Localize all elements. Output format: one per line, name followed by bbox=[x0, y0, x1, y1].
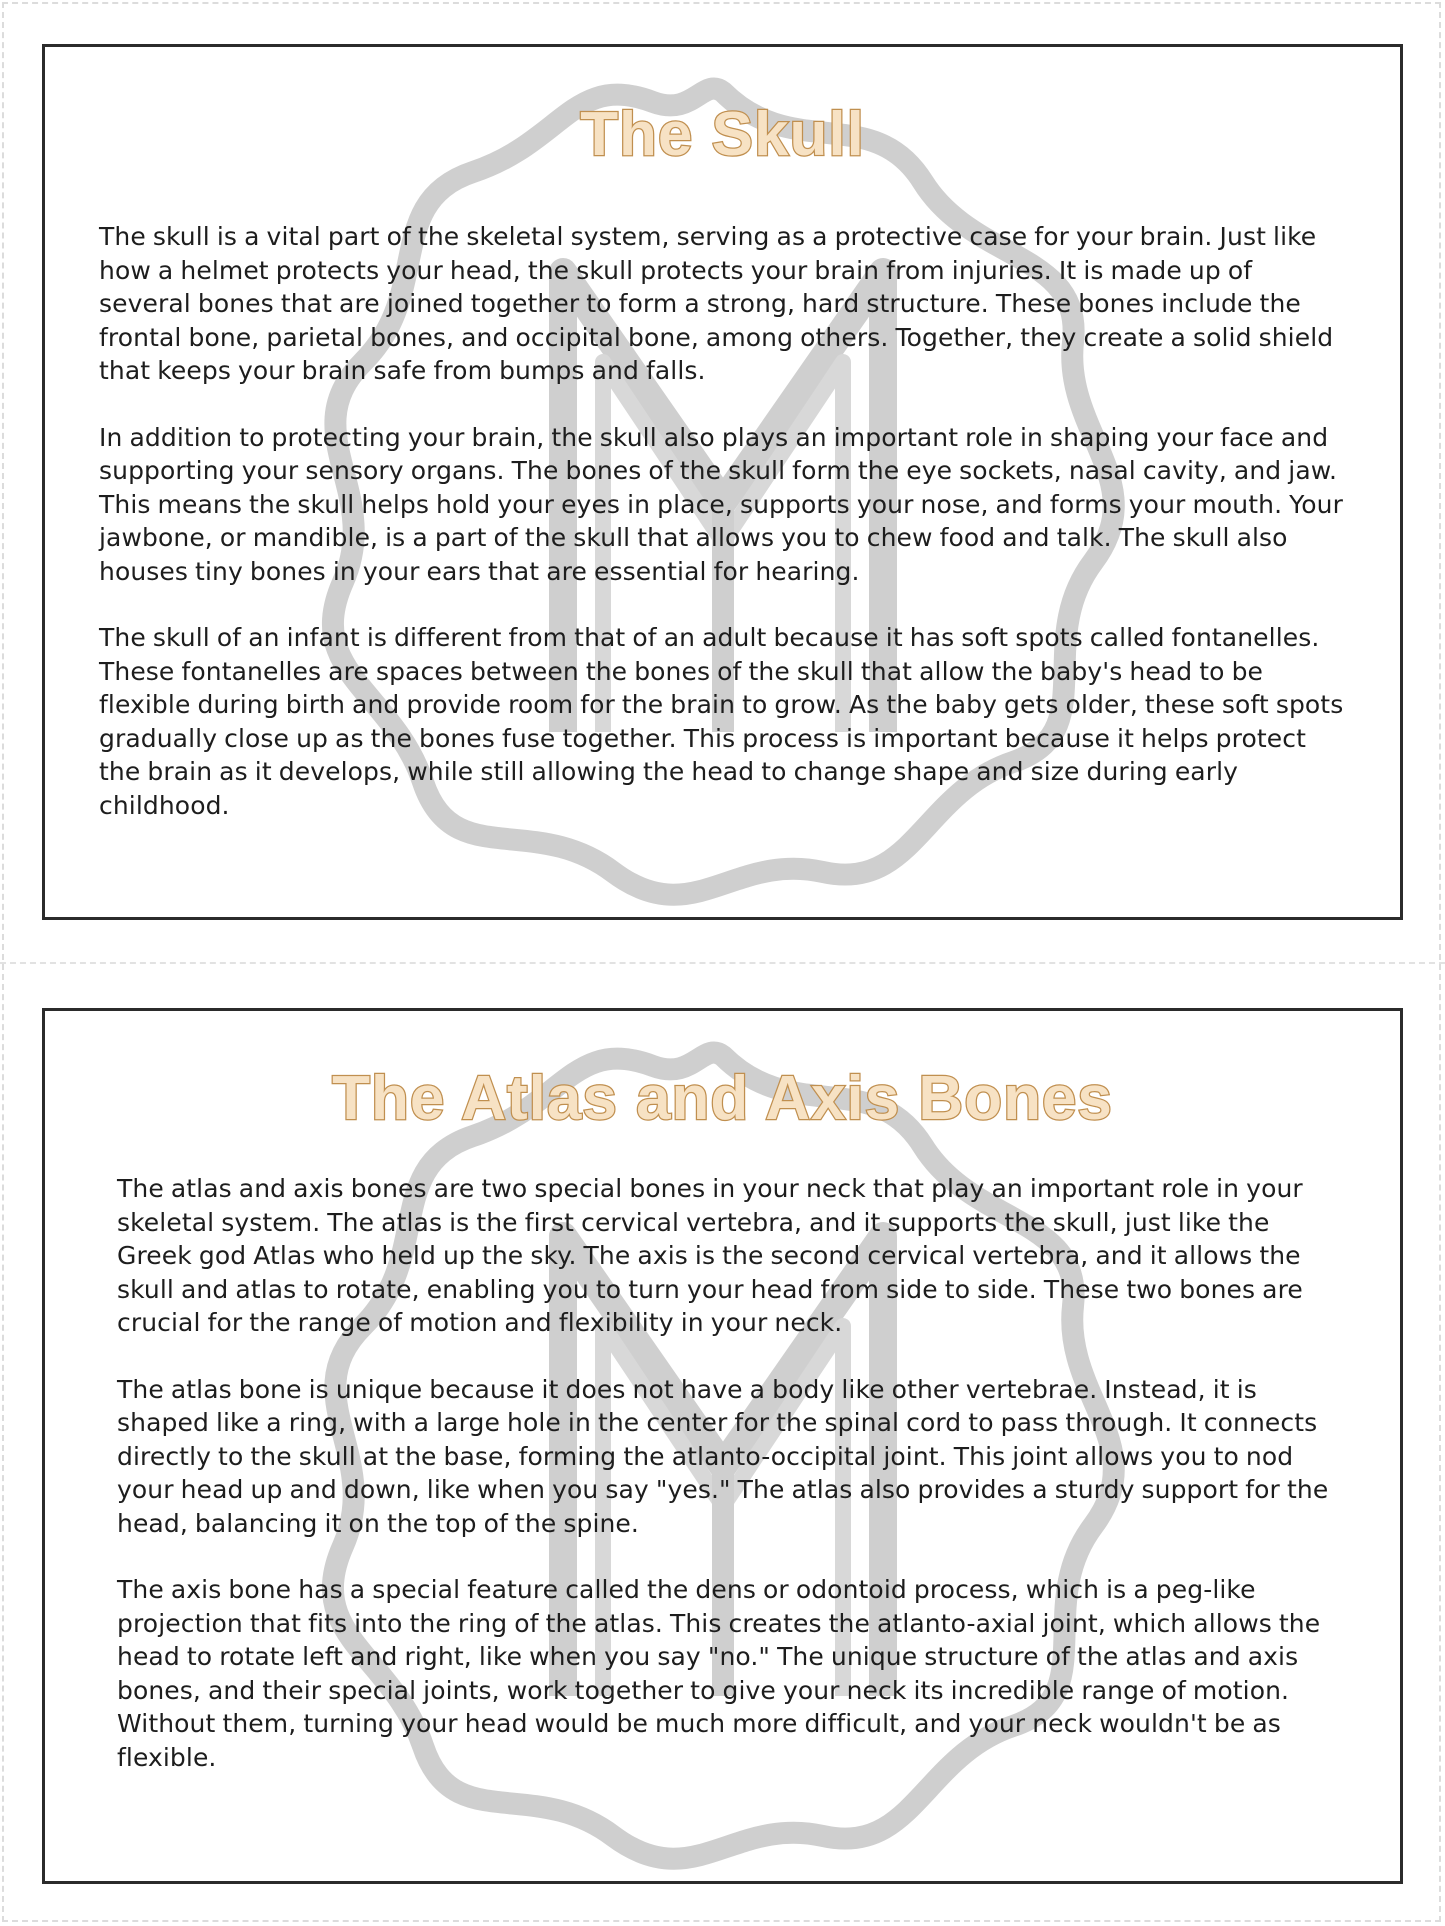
card-title: The Skull bbox=[580, 100, 865, 169]
card-title: The Atlas and Axis Bones bbox=[332, 1064, 1113, 1133]
card-body bbox=[117, 1172, 1350, 1774]
paragraph: The axis bone has a special feature called the dens or odontoid process, which is a peg-like projection that fits into the ring of the atlas. This creates the atlanto-axial joint, which allows the head to rotate left and right, like when you say "no." The unique structure of the atlas and axis bones, and their special joints, work together to give your neck its incredible range of motion. Without them, turning your head would be much more difficult, and your neck wouldn't be as flexible. bbox=[117, 1575, 1321, 1772]
paragraph: In addition to protecting your brain, the skull also plays an important role in shaping your face and supporting your sensory organs. The bones of the skull form the eye sockets, nasal cavity, and jaw. This means the skull helps hold your eyes in place, supports your nose, and forms your mouth. Your jawbone, or mandible, is a part of the skull that allows you to chew food and talk. The skull also houses tiny bones in your ears that are essential for hearing. bbox=[99, 422, 1343, 586]
paragraph: The skull of an infant is different from that of an adult because it has soft spots called fontanelles. These fontanelles are spaces between the bones of the skull that allow the baby's head to be flexible during birth and provide room for the brain to grow. As the baby gets older, these soft spots gradually close up as the bones fuse together. This process is important because it helps protect the brain as it develops, while still allowing the head to change shape and size during early childhood. bbox=[99, 623, 1344, 820]
paragraph: The atlas bone is unique because it does not have a body like other vertebrae. Instead, it is shaped like a ring, with a large hole in the center for the spinal cord to pass through. It connects directly to the skull at the base, forming the atlanto-occipital joint. This joint allows you to nod your head up and down, like when you say "yes." The atlas also provides a sturdy support for the head, balancing it on the top of the spine. bbox=[117, 1374, 1329, 1538]
cut-line-divider bbox=[0, 962, 1445, 964]
paragraph: The skull is a vital part of the skeletal system, serving as a protective case for your brain. Just like how a helmet protects your head, the skull protects your brain from injuries. It is made up of several bones that are joined together to form a strong, hard structure. These bones include the frontal bone, parietal bones, and occipital bone, among others. Together, they create a solid shield that keeps your brain safe from bumps and falls. bbox=[99, 222, 1334, 385]
reading-card-atlas-axis bbox=[42, 1008, 1403, 1884]
card-body bbox=[99, 220, 1350, 822]
paragraph: The atlas and axis bones are two special bones in your neck that play an important role in your skeletal system. The atlas is the first cervical vertebra, and it supports the skull, just like the Greek god Atlas who held up the sky. The axis is the second cervical vertebra, and it allows the skull and atlas to rotate, enabling you to turn your head from side to side. These two bones are crucial for the range of motion and flexibility in your neck. bbox=[117, 1174, 1303, 1337]
reading-card-skull bbox=[42, 44, 1403, 920]
